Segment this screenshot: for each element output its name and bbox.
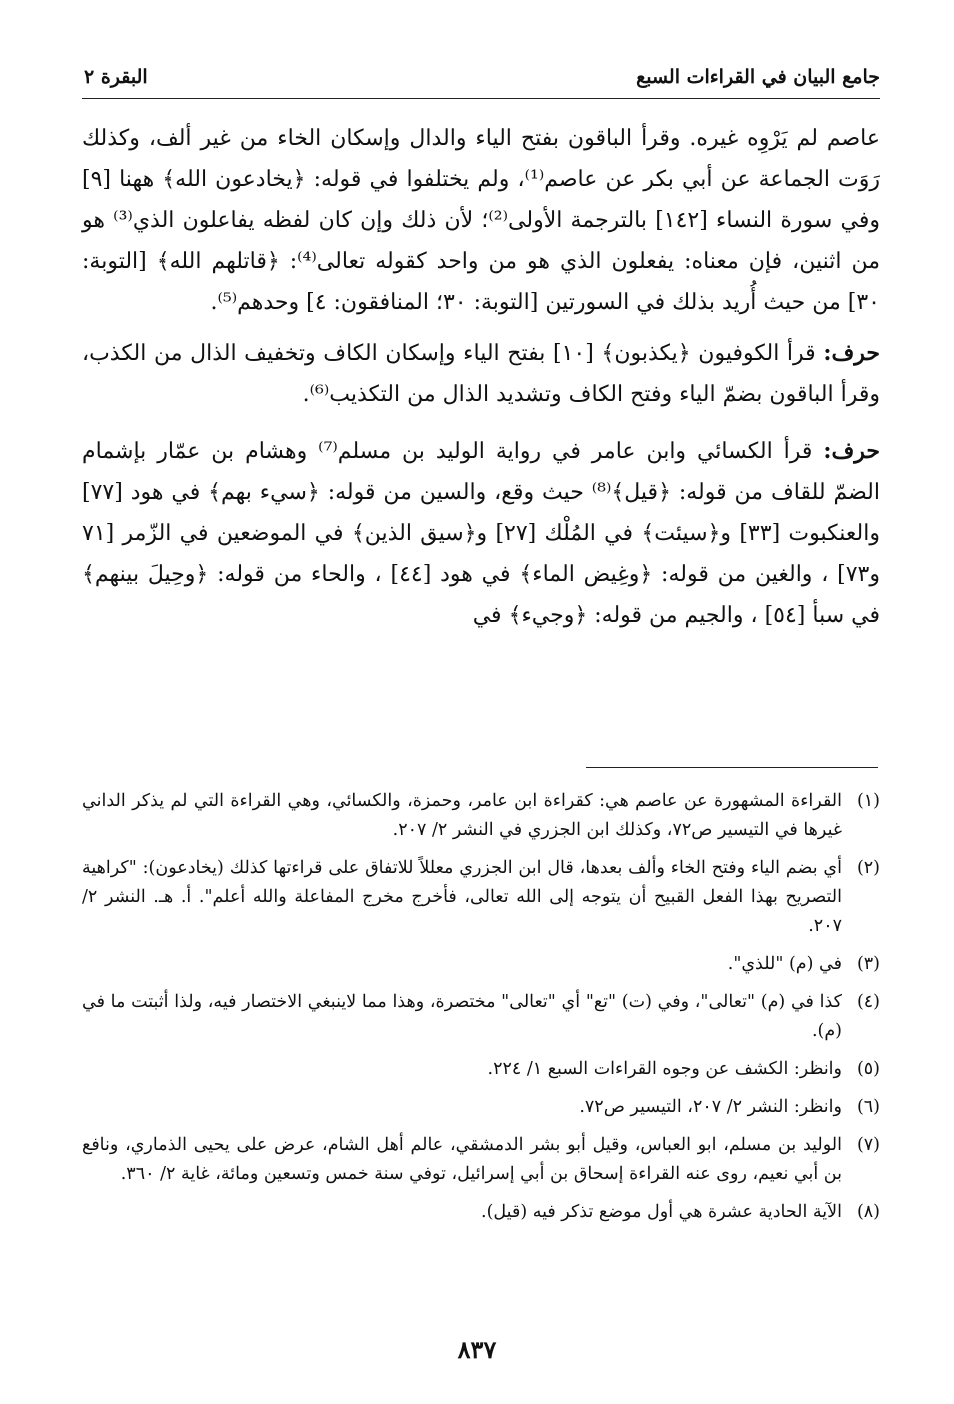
footnote: [82, 1093, 880, 1122]
paragraph-2-label: حرف:: [823, 340, 880, 366]
footnote-text: كذا في (م) "تعالى"، وفي (ت) "تع" أي "تعالى" مختصرة، وهذا مما لاينبغي الاختصار فيه، ولذا أثبتت ما في (م).: [82, 992, 842, 1041]
footnote-divider: [586, 767, 878, 768]
book-title: جامع البيان في القراءات السبع: [636, 66, 880, 88]
footnote: [82, 854, 880, 941]
footnote-number: (٨): [856, 1202, 880, 1222]
paragraph-3-text: قرأ الكسائي وابن عامر في رواية الوليد بن مسلم⁽⁷⁾ وهشام بن عمّار بإشمام الضمّ للقاف من قوله: ﴿قيل﴾⁽⁸⁾ حيث وقع، والسين من قوله: ﴿سيء بهم﴾ في هود [٧٧] والعنكبوت [٣٣] و﴿سيئت﴾ في المُلْك [٢٧] و﴿سيق الذين﴾ في الموضعين في الزّمر [٧١ و٧٣] ، والغين من قوله: ﴿وغِيض الماء﴾ في هود [٤٤] ، والحاء من قوله: ﴿وحِيلَ بينهم﴾ في سبأ [٥٤] ، والجيم من قوله: ﴿وجيء﴾ في: [82, 439, 880, 628]
footnote-number: (٣): [856, 954, 880, 974]
footnote-text: أي بضم الياء وفتح الخاء وألف بعدها، قال ابن الجزري معللاً للاتفاق على قراءتها كذلك (يخادعون): "كراهية التصريح بهذا الفعل القبيح أن يتوجه إلى الله تعالى، فأخرج مخرج المفاعلة والله أعلم". أ. هـ. النشر ٢/ ٢٠٧.: [82, 858, 842, 936]
paragraph-3-label: حرف:: [823, 438, 880, 464]
footnote-number: (٥): [856, 1059, 880, 1079]
main-text: [82, 118, 880, 652]
header-divider: [82, 98, 880, 99]
paragraph-2-text: قرأ الكوفيون ﴿يكذبون﴾ [١٠] بفتح الياء وإسكان الكاف وتخفيف الذال من الكذب، وقرأ الباقون بضمّ الياء وفتح الكاف وتشديد الذال من التكذيب⁽⁶⁾.: [82, 341, 880, 407]
footnote-number: (٤): [856, 992, 880, 1012]
footnote: [82, 988, 880, 1046]
footnote-text: في (م) "للذي".: [727, 954, 842, 974]
paragraph-3: [82, 431, 880, 636]
footnote: [82, 950, 880, 979]
footnote-text: وانظر: النشر ٢/ ٢٠٧، التيسير ص٧٢.: [579, 1097, 842, 1117]
footnote-text: الآية الحادية عشرة هي أول موضع تذكر فيه (قيل).: [481, 1202, 842, 1222]
footnote-number: (١): [856, 791, 880, 811]
footnote-number: (٧): [856, 1135, 880, 1155]
page-number: ٨٣٧: [457, 1335, 497, 1364]
surah-label: البقرة ٢: [84, 66, 148, 88]
footnote-number: (٢): [856, 858, 880, 878]
paragraph-2: [82, 333, 880, 415]
footnote: [82, 1131, 880, 1189]
footnote-text: الوليد بن مسلم، ابو العباس، وقيل أبو بشر الدمشقي، عالم أهل الشام، عرض على يحيى الذماري، ونافع بن أبي نعيم، روى عنه القراءة إسحاق بن أبي إسرائيل، توفي سنة خمس وتسعين ومائة، غاية ٢/ ٣٦٠.: [82, 1135, 842, 1184]
footnote: [82, 787, 880, 845]
footnote: [82, 1198, 880, 1227]
running-header: [82, 62, 880, 92]
paragraph-1: عاصم لم يَرْوِه غيره. وقرأ الباقون بفتح الياء والدال وإسكان الخاء من غير ألف، وكذلك رَوَت الجماعة عن أبي بكر عن عاصم⁽¹⁾، ولم يختلفوا في قوله: ﴿يخادعون الله﴾ ههنا [٩] وفي سورة النساء [١٤٢] بالترجمة الأولى⁽²⁾؛ لأن ذلك وإن كان لفظه يفاعلون الذي⁽³⁾ هو من اثنين، فإن معناه: يفعلون الذي هو من واحد كقوله تعالى⁽⁴⁾: ﴿قاتلهم الله﴾ [التوبة: ٣٠] من حيث أُريد بذلك في السورتين [التوبة: ٣٠؛ المنافقون: ٤] وحدهم⁽⁵⁾.: [82, 126, 880, 315]
footnote-text: وانظر: الكشف عن وجوه القراءات السبع ١/ ٢٢٤.: [487, 1059, 842, 1079]
footnote-number: (٦): [856, 1097, 880, 1117]
footnote-text: القراءة المشهورة عن عاصم هي: كقراءة ابن عامر، وحمزة، والكسائي، وهي القراءة التي لم يذكر الداني غيرها في التيسير ص٧٢، وكذلك ابن الجزري في النشر ٢/ ٢٠٧.: [82, 791, 842, 840]
footnotes: [82, 787, 880, 1236]
footnote: [82, 1055, 880, 1084]
